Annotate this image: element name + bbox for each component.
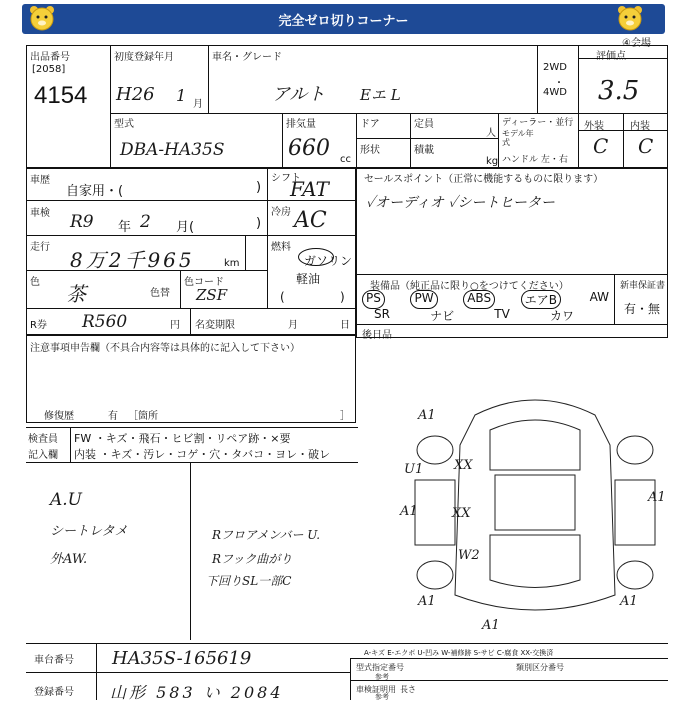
- car-name: アルト: [272, 84, 326, 105]
- first-reg-year: H26: [116, 84, 155, 105]
- warranty-value: 有・無: [624, 302, 661, 316]
- drive-4wd: 4WD: [543, 87, 567, 98]
- banner-title: 完全ゼロ切りコーナー: [278, 14, 409, 29]
- ac-value: AC: [294, 208, 327, 233]
- notes-label: 注意事項申告欄（不具合内容等は具体的に記入して下さい）: [30, 343, 300, 354]
- ext-label: 外装: [584, 121, 604, 132]
- first-reg-month-unit: 月: [193, 99, 203, 110]
- rear-label: 後日品: [362, 330, 392, 341]
- comment-2-2: Rフック曲がり: [212, 552, 293, 566]
- mark-u1: U1: [404, 462, 424, 477]
- disp-label: 排気量: [286, 119, 316, 130]
- comment-2-3: 下回りSL一部C: [206, 574, 292, 588]
- sales-items: ✓オーディオ ✓シートヒーター: [366, 195, 555, 211]
- comment-2-1: Rフロアメンバー U.: [212, 528, 321, 542]
- lot-code: [2058]: [32, 64, 66, 75]
- int-value: C: [638, 134, 654, 158]
- fuel-gas-circle: [298, 248, 334, 266]
- car-grade: Eエ L: [360, 86, 401, 104]
- shift-value: FAT: [290, 177, 329, 201]
- auction-site-label: ④会場: [622, 38, 651, 49]
- rating-value: 3.5: [598, 76, 640, 106]
- bear-mascot-right-icon: [614, 4, 646, 32]
- mark-a1-front-left: A1: [418, 408, 436, 423]
- color-value: 茶: [66, 282, 86, 306]
- first-reg-label: 初度登録年月: [114, 52, 174, 63]
- fuel-gas: ガソリン: [304, 254, 353, 268]
- lot-number: 4154: [34, 82, 88, 109]
- damage-legend: A-キズ E-エクボ U-凹み W-補修跡 S-サビ C-腐食 XX-交換済: [364, 649, 554, 657]
- rating-label: 評価点: [596, 51, 626, 62]
- mileage-value: 8万2千965: [70, 248, 195, 272]
- recycle-value: R560: [82, 312, 128, 332]
- first-reg-month: 1: [176, 86, 187, 105]
- drive-2wd: 2WD: [543, 62, 567, 73]
- mark-xx-2: XX: [452, 506, 471, 521]
- mark-a1-right: A1: [648, 490, 666, 505]
- comment-1-1: A.U: [50, 490, 83, 510]
- inspector-row2: 内装 ・キズ・汚レ・コゲ・穴・タバコ・ヨレ・破レ: [74, 448, 331, 461]
- mark-a1-rear-left: A1: [418, 594, 436, 609]
- model-value: DBA-HA35S: [120, 140, 225, 160]
- int-label: 内装: [630, 121, 650, 132]
- mark-a1-left: A1: [400, 504, 418, 519]
- equipment-label: 装備品（純正品に限り○をつけてください）: [370, 281, 569, 292]
- car-label: 車名・グレード: [212, 52, 282, 63]
- use-value: 自家用・(: [66, 184, 124, 199]
- inspect-month: 2: [140, 212, 151, 232]
- inspect-year: R9: [70, 212, 94, 232]
- sales-label: セールスポイント（正常に機能するものに限ります）: [364, 174, 604, 185]
- comment-1-2: シートレタメ: [50, 524, 128, 539]
- comment-1-3: 外AW.: [50, 552, 88, 567]
- repair-value: 有: [108, 411, 118, 422]
- equipment-row1: PS PW ABS エアB AW: [362, 290, 612, 309]
- mark-a1-rear: A1: [482, 618, 500, 633]
- model-label: 型式: [114, 119, 134, 130]
- bear-mascot-left-icon: [26, 4, 58, 32]
- mark-a1-rear-right: A1: [620, 594, 638, 609]
- equipment-row2: SR ナビ TV カワ: [374, 307, 574, 323]
- color-code-value: ZSF: [196, 286, 228, 304]
- mark-xx-1: XX: [454, 458, 473, 473]
- banner: [22, 4, 665, 34]
- disp-value: 660: [288, 136, 330, 161]
- lot-label: 出品番号: [30, 52, 70, 63]
- inspector-row1: FW ・キズ・飛石・ヒビ割・リペア跡・×要: [74, 432, 291, 445]
- ext-value: C: [593, 134, 609, 158]
- chassis-value: HA35S-165619: [112, 648, 252, 669]
- reg-value: 山形 583 い 2084: [110, 683, 284, 702]
- mark-w2: W2: [458, 548, 480, 563]
